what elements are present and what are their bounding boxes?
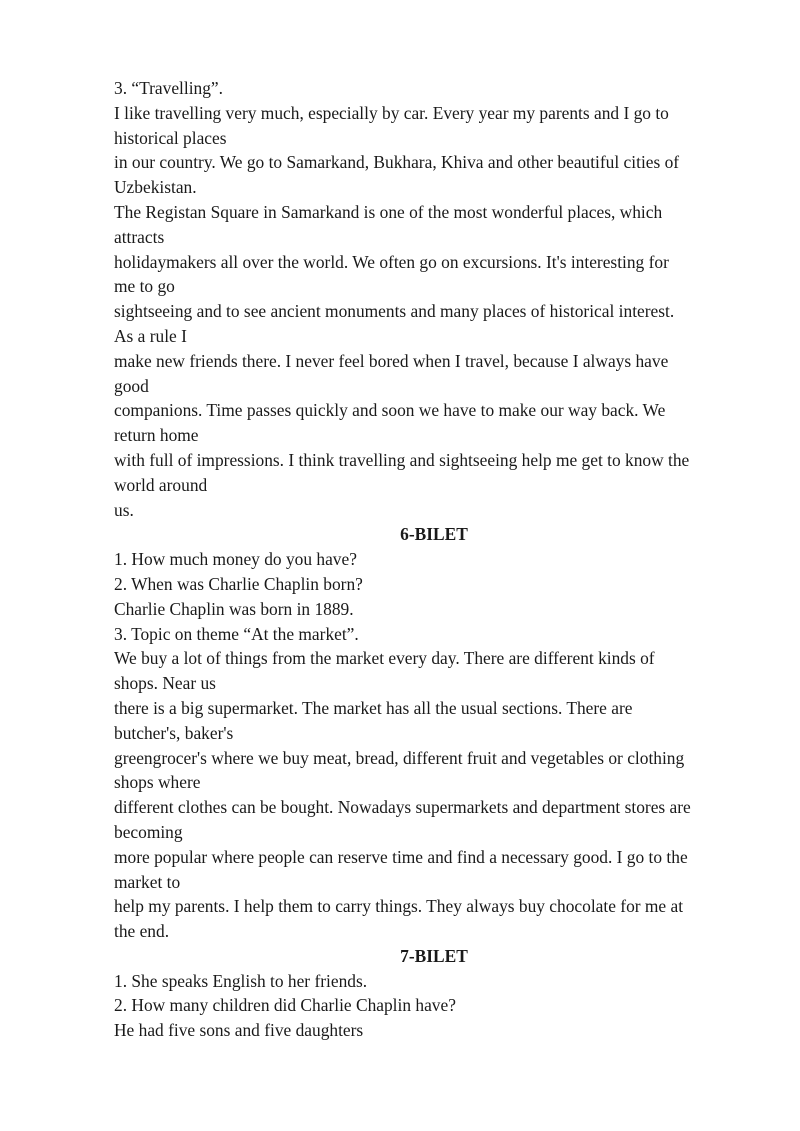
text-line: more popular where people can reserve time and find a necessary good. I go to the xyxy=(114,846,688,867)
text-line: the end. xyxy=(114,921,170,942)
text-line: 3. “Travelling”. xyxy=(114,78,223,98)
section-heading: 7-BILET xyxy=(400,945,468,966)
text-line: world around xyxy=(114,474,208,495)
text-line: 1. How much money do you have? xyxy=(114,549,357,570)
text-line: butcher's, baker's xyxy=(114,722,234,743)
text-line: attracts xyxy=(114,226,165,247)
text-line: 3. Topic on theme “At the market”. xyxy=(114,623,359,644)
travelling-section xyxy=(114,76,754,522)
text-line: with full of impressions. I think travelling and sightseeing help me get to know the xyxy=(114,449,690,470)
text-line: historical places xyxy=(114,127,227,148)
text-line: becoming xyxy=(114,821,183,842)
text-line: Uzbekistan. xyxy=(114,177,197,198)
text-line: 2. How many children did Charlie Chaplin have? xyxy=(114,995,456,1016)
bilet-7-section xyxy=(114,944,754,1043)
text-line: 1. She speaks English to her friends. xyxy=(114,970,368,991)
text-line: companions. Time passes quickly and soon we have to make our way back. We xyxy=(114,400,666,421)
text-line: help my parents. I help them to carry things. They always buy chocolate for me at xyxy=(114,896,684,917)
text-line: me to go xyxy=(114,276,175,297)
text-line: holidaymakers all over the world. We often go on excursions. It's interesting for xyxy=(114,251,669,272)
text-line: good xyxy=(114,375,149,396)
text-line: different clothes can be bought. Nowadays supermarkets and department stores are xyxy=(114,797,691,818)
bilet-6-section xyxy=(114,522,754,944)
text-line: I like travelling very much, especially by car. Every year my parents and I go to xyxy=(114,102,669,123)
text-line: shops. Near us xyxy=(114,673,216,694)
text-line: return home xyxy=(114,425,199,446)
text-line: in our country. We go to Samarkand, Bukhara, Khiva and other beautiful cities of xyxy=(114,152,680,173)
text-line: 2. When was Charlie Chaplin born? xyxy=(114,573,363,594)
text-line: there is a big supermarket. The market has all the usual sections. There are xyxy=(114,697,633,718)
text-line: us. xyxy=(114,499,134,520)
text-line: The Registan Square in Samarkand is one of the most wonderful places, which xyxy=(114,201,663,222)
text-line: market to xyxy=(114,871,181,892)
text-line: He had five sons and five daughters xyxy=(114,1020,364,1041)
document-page xyxy=(114,76,754,1043)
text-line: make new friends there. I never feel bored when I travel, because I always have xyxy=(114,350,669,371)
text-line: We buy a lot of things from the market every day. There are different kinds of xyxy=(114,648,655,669)
section-heading: 6-BILET xyxy=(400,524,468,545)
text-line: sightseeing and to see ancient monuments and many places of historical interest. xyxy=(114,301,675,322)
text-line: Charlie Chaplin was born in 1889. xyxy=(114,598,354,619)
text-line: As a rule I xyxy=(114,325,187,346)
text-line: greengrocer's where we buy meat, bread, different fruit and vegetables or clothing xyxy=(114,747,685,768)
text-line: shops where xyxy=(114,772,201,793)
